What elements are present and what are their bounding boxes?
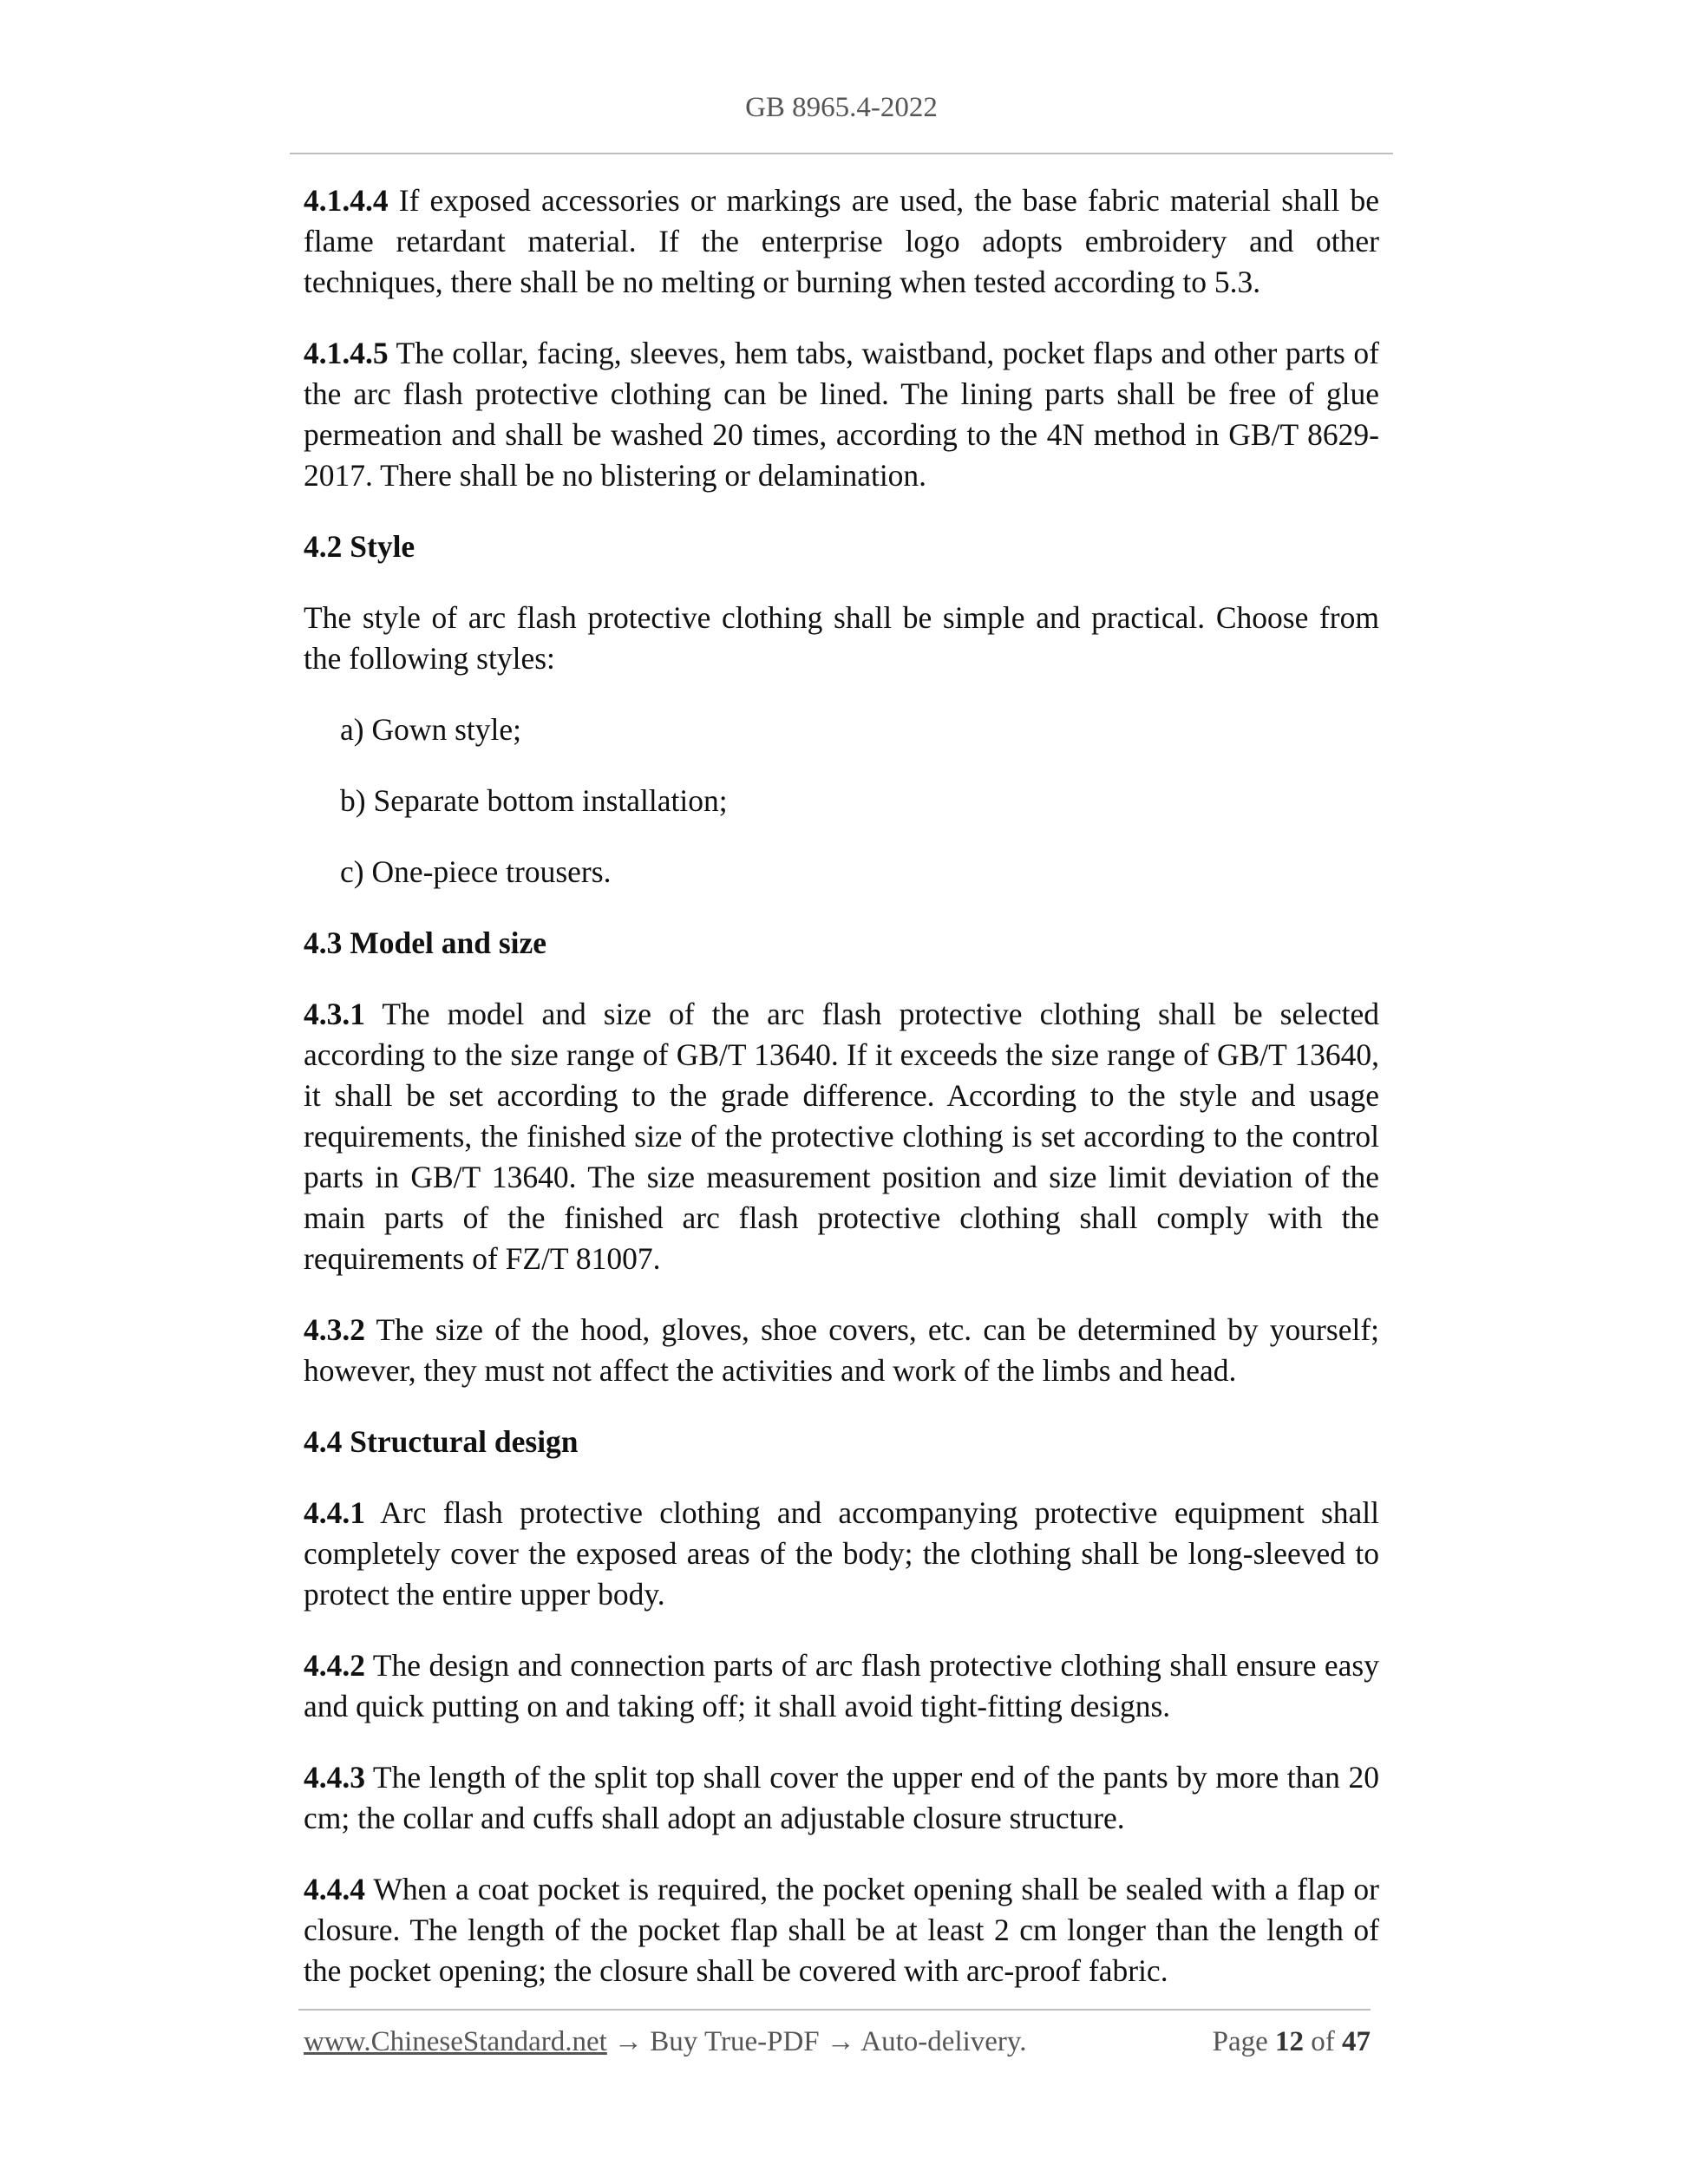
section-heading-4-2: 4.2 Style (304, 529, 415, 564)
clause-4-1-4-4 (304, 180, 1379, 303)
clause-4-4-4 (304, 1869, 1379, 1991)
section-heading-4-4: 4.4 Structural design (304, 1424, 579, 1459)
footer-promo-text: → Buy True-PDF → Auto-delivery. (606, 2026, 1027, 2057)
clause-4-4-3 (304, 1757, 1379, 1839)
clause-text: The model and size of the arc flash protective clothing shall be selected according to the size range of GB/T 13640. If it exceeds the size range of GB/T 13640, it shall be set according to the grade difference. According to the style and usage requirements, the finished size of the protective clothing is set according to the control parts in GB/T 13640. The size measurement position and size limit deviation of the main parts of the finished arc flash protective clothing shall comply with the requirements of FZ/T 81007. (304, 997, 1379, 1276)
clause-4-1-4-5 (304, 333, 1379, 496)
footer-divider (298, 2009, 1371, 2011)
clause-text: The collar, facing, sleeves, hem tabs, waistband, pocket flaps and other parts of the arc flash protective clothing can be lined. The lining parts shall be free of glue permeation and shall be washed 20 times, according to the 4N method in GB/T 8629-2017. There shall be no blistering or delamination. (304, 336, 1379, 493)
clause-number: 4.3.1 (304, 997, 365, 1031)
clause-text: Arc flash protective clothing and accompanying protective equipment shall completely cover the exposed areas of the body; the clothing shall be long-sleeved to protect the entire upper body. (304, 1495, 1379, 1612)
page-footer (304, 2026, 1371, 2058)
page-number: 12 (1275, 2026, 1304, 2057)
clause-4-3-1 (304, 994, 1379, 1279)
website-link[interactable]: www.ChineseStandard.net (304, 2026, 607, 2057)
document-body (304, 180, 1379, 2022)
clause-text: The size of the hood, gloves, shoe covers, etc. can be determined by yourself; however, they must not affect the activities and work of the limbs and head. (304, 1312, 1379, 1388)
clause-number: 4.4.4 (304, 1872, 365, 1906)
page-header-title: GB 8965.4-2022 (745, 92, 938, 123)
clause-4-4-2 (304, 1645, 1379, 1727)
clause-number: 4.4.2 (304, 1648, 365, 1683)
clause-number: 4.1.4.5 (304, 336, 389, 370)
page-label: Page (1212, 2026, 1275, 2057)
clause-number: 4.4.1 (304, 1495, 365, 1530)
header-divider (290, 153, 1393, 154)
clause-4-3-2 (304, 1310, 1379, 1391)
clause-number: 4.1.4.4 (304, 183, 389, 218)
page-total: 47 (1342, 2026, 1371, 2057)
list-item: a) Gown style; (340, 712, 522, 747)
footer-left (304, 2026, 1027, 2058)
list-item: b) Separate bottom installation; (340, 783, 728, 818)
clause-text: The length of the split top shall cover the upper end of the pants by more than 20 cm; the collar and cuffs shall adopt an adjustable closure structure. (304, 1760, 1379, 1835)
style-intro: The style of arc flash protective clothing shall be simple and practical. Choose from the following styles: (304, 600, 1379, 676)
clause-text: If exposed accessories or markings are used, the base fabric material shall be flame retardant material. If the enterprise logo adopts embroidery and other techniques, there shall be no melting or burning when tested according to 5.3. (304, 183, 1379, 299)
clause-number: 4.3.2 (304, 1312, 365, 1347)
section-heading-4-3: 4.3 Model and size (304, 925, 547, 960)
clause-text: The design and connection parts of arc flash protective clothing shall ensure easy and quick putting on and taking off; it shall avoid tight-fitting designs. (304, 1648, 1379, 1723)
clause-4-4-1 (304, 1493, 1379, 1615)
of-label: of (1304, 2026, 1342, 2057)
clause-text: When a coat pocket is required, the pocket opening shall be sealed with a flap or closure. The length of the pocket flap shall be at least 2 cm longer than the length of the pocket opening; the closure shall be covered with arc-proof fabric. (304, 1872, 1379, 1988)
list-item: c) One-piece trousers. (340, 854, 612, 889)
page-indicator (1213, 2026, 1371, 2058)
clause-number: 4.4.3 (304, 1760, 365, 1795)
